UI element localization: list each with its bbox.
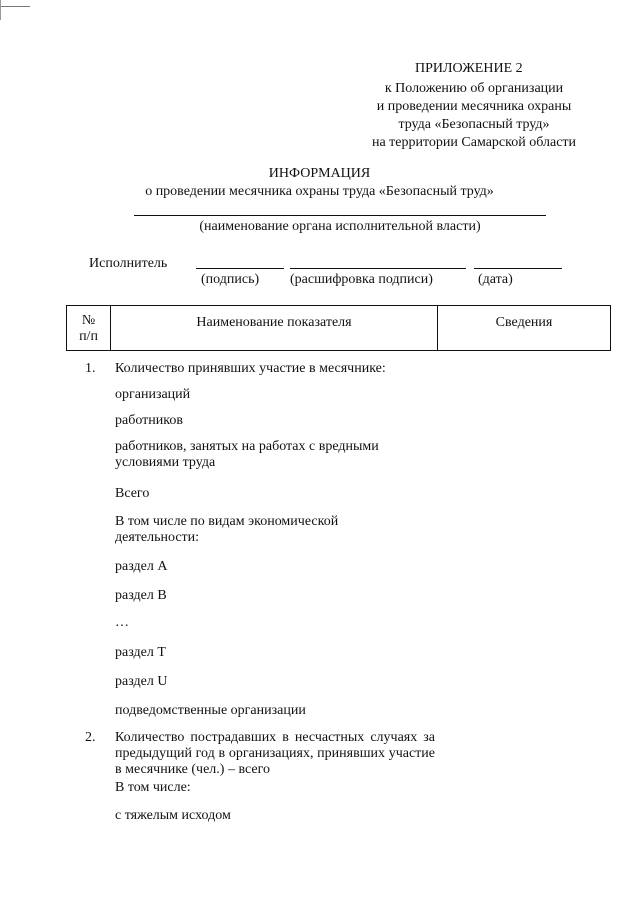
executor-label: Исполнитель [89, 256, 168, 271]
item-2-number: 2. [85, 730, 96, 745]
signature-caption: (подпись) [201, 272, 260, 287]
column-number-line-2: п/п [79, 329, 98, 344]
item-2-text: Количество пострадавших в несчастных случаях за предыдущий год в организациях, принявших участие в месячнике (чел.) – всего [115, 730, 435, 777]
date-line [474, 268, 562, 269]
list-item: … [115, 615, 129, 630]
table-header [66, 305, 611, 351]
document-title: ИНФОРМАЦИЯ [268, 166, 371, 181]
column-indicator: Наименование показателя [111, 306, 438, 350]
list-item: раздел В [115, 588, 167, 603]
list-item: раздел А [115, 559, 168, 574]
column-number-line-1: № [81, 313, 96, 328]
authority-caption: (наименование органа исполнительной власти) [199, 219, 481, 234]
signature-line [196, 268, 284, 269]
list-item: подведомственные организации [115, 703, 306, 718]
column-number [67, 306, 111, 350]
item-1-number: 1. [85, 361, 96, 376]
annex-line-1: к Положению об организации [384, 81, 564, 96]
item-1-text: Количество принявших участие в месячнике: [115, 361, 386, 376]
list-item: с тяжелым исходом [115, 808, 231, 823]
date-caption: (дата) [478, 272, 513, 287]
scan-corner-mark-vertical [0, 0, 1, 20]
list-item: работников [115, 413, 183, 428]
list-item: раздел Т [115, 645, 166, 660]
annex-line-2: и проведении месячника охраны [376, 99, 572, 114]
decoding-line [290, 268, 466, 269]
annex-line-3: труда «Безопасный труд» [398, 117, 550, 132]
list-item: В том числе: [115, 780, 191, 795]
scan-corner-mark [0, 6, 30, 7]
list-item: раздел U [115, 674, 168, 689]
list-item: Всего [115, 486, 150, 501]
list-item: В том числе по видам экономической деятельности: [115, 514, 339, 545]
annex-line-4: на территории Самарской области [371, 135, 577, 150]
list-item: организаций [115, 387, 191, 402]
decoding-caption: (расшифровка подписи) [290, 272, 433, 287]
list-item: работников, занятых на работах с вредными условиями труда [115, 439, 379, 470]
annex-title: ПРИЛОЖЕНИЕ 2 [415, 61, 523, 76]
column-info: Сведения [495, 315, 553, 330]
authority-line [134, 215, 546, 216]
document-subtitle: о проведении месячника охраны труда «Безопасный труд» [145, 184, 494, 199]
